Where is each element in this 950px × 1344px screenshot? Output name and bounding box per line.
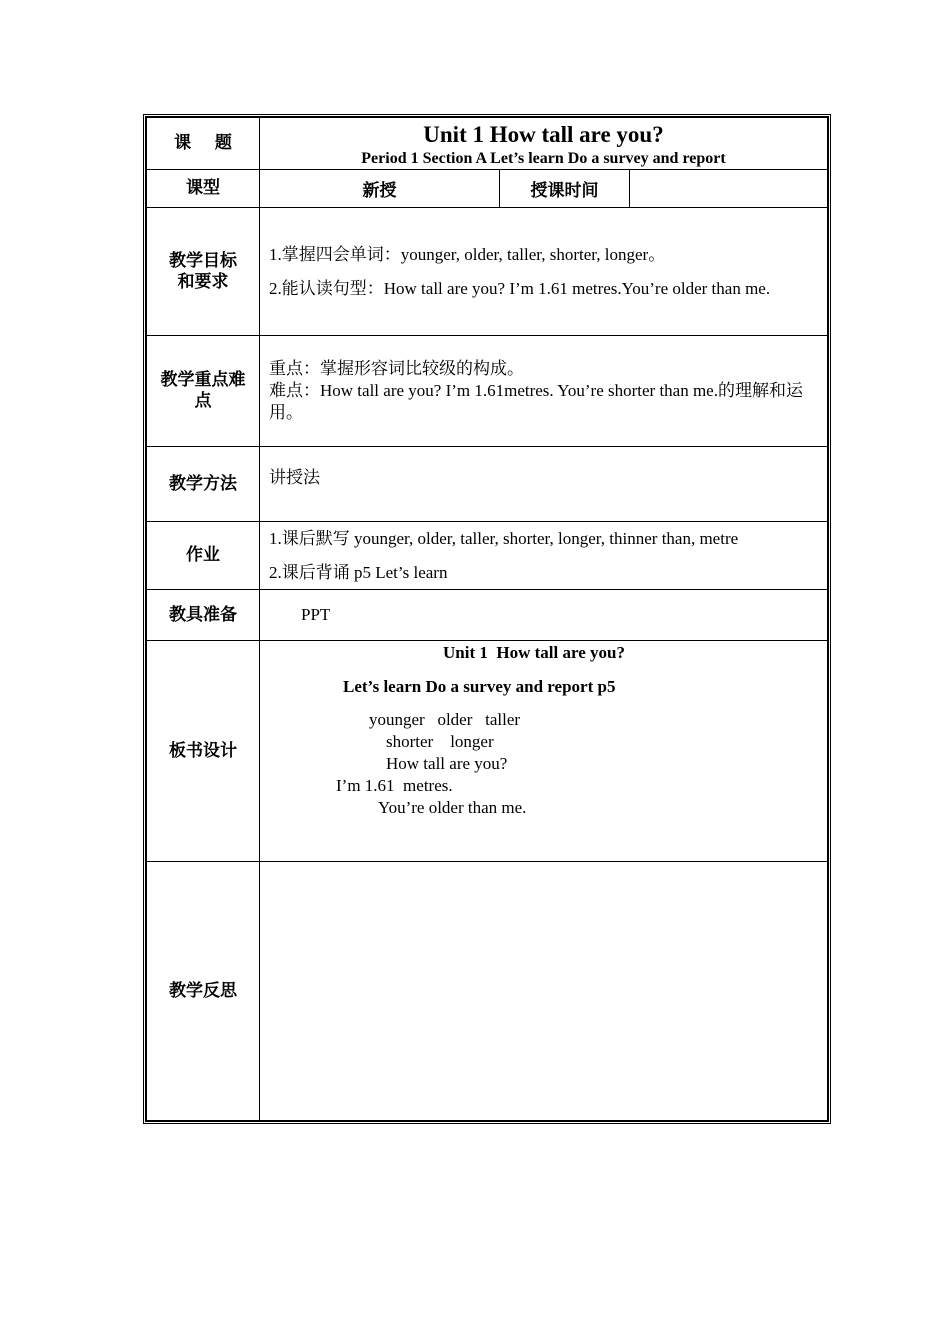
row-homework xyxy=(147,522,828,590)
objectives-label xyxy=(147,208,260,336)
row-key-points xyxy=(147,336,828,447)
objective-item: 1.掌握四会单词：younger, older, taller, shorter, longer。 xyxy=(269,244,666,264)
board-line: You’re older than me. xyxy=(378,798,527,817)
key-point-item: 难点：How tall are you? I’m 1.61metres. You’re shorter than me.的理解和运用。 xyxy=(269,381,803,422)
row-topic xyxy=(147,118,828,170)
key-point-item: 重点：掌握形容词比较级的构成。 xyxy=(269,359,524,378)
key-points-label xyxy=(147,336,260,447)
method-content xyxy=(260,447,828,522)
reflection-content xyxy=(260,862,828,1121)
board-content xyxy=(260,641,828,862)
homework-item: 2.课后背诵 p5 Let’s learn xyxy=(269,562,448,582)
method-value: 讲授法 xyxy=(269,468,320,487)
objective-item: 2.能认读句型：How tall are you? I’m 1.61 metres.You’re older than me. xyxy=(269,278,771,298)
row-materials xyxy=(147,590,828,641)
objectives-label-text: 教学目标和要求 xyxy=(169,250,237,292)
board-heading-lesson: Let’s learn Do a survey and report p5 xyxy=(343,677,616,696)
topic-label: 课 题 xyxy=(147,118,260,170)
board-line: How tall are you? xyxy=(386,754,508,773)
board-label: 板书设计 xyxy=(147,641,260,862)
objectives-content xyxy=(260,208,828,336)
homework-content xyxy=(260,522,828,590)
homework-label: 作业 xyxy=(147,522,260,590)
homework-item: 1.课后默写 younger, older, taller, shorter, longer, thinner than, metre xyxy=(269,528,739,548)
board-line: I’m 1.61 metres. xyxy=(336,776,453,795)
class-time-label: 授课时间 xyxy=(500,170,630,208)
key-points-label-text: 教学重点难点 xyxy=(160,370,246,411)
topic-cell xyxy=(260,118,828,170)
row-method xyxy=(147,447,828,522)
key-points-content xyxy=(260,336,828,447)
board-line: younger older taller xyxy=(369,710,521,729)
unit-title: Unit 1 How tall are you? xyxy=(423,121,664,147)
board-line: shorter longer xyxy=(386,732,494,751)
lesson-type-label: 课型 xyxy=(147,170,260,208)
class-time-value xyxy=(630,170,828,208)
period-title: Period 1 Section A Let’s learn Do a survey and report xyxy=(361,149,726,167)
reflection-label: 教学反思 xyxy=(147,862,260,1121)
row-lesson-type xyxy=(147,170,828,208)
lesson-type-value: 新授 xyxy=(260,170,500,208)
board-heading-unit: Unit 1 How tall are you? xyxy=(443,643,625,662)
row-reflection xyxy=(147,862,828,1121)
materials-label: 教具准备 xyxy=(147,590,260,641)
method-label: 教学方法 xyxy=(147,447,260,522)
row-board-design xyxy=(147,641,828,862)
row-objectives xyxy=(147,208,828,336)
materials-value: PPT xyxy=(301,605,331,624)
materials-content xyxy=(260,590,828,641)
lesson-plan-table xyxy=(143,114,831,1124)
